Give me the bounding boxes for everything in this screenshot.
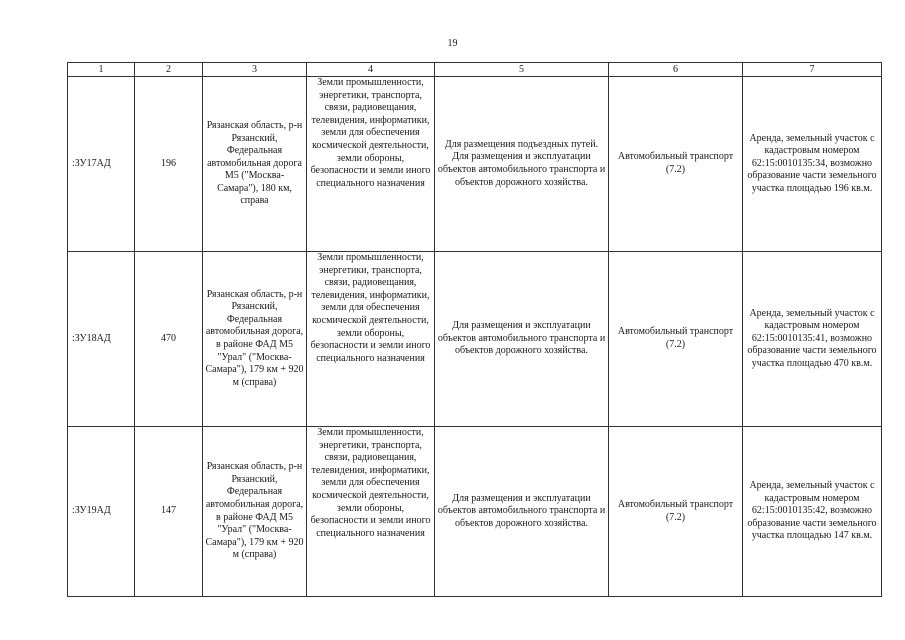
land-category-cell: Земли промышленности, энергетики, транспорта, связи, радиовещания, телевидения, информатики, земли для обеспечения космической деятельности, земли обороны, безопасности и земли иного специального назначения [307, 77, 435, 252]
land-plots-table [67, 62, 882, 597]
column-number: 7 [743, 63, 882, 77]
plot-area-cell: 196 [135, 77, 203, 252]
plot-note-cell: Аренда, земельный участок с кадастровым номером 62:15:0010135:34, возможно образование части земельного участка площадью 196 кв.м. [743, 77, 882, 252]
column-number: 5 [435, 63, 609, 77]
plot-purpose-cell: Для размещения и эксплуатации объектов автомобильного транспорта и объектов дорожного хозяйства. [435, 427, 609, 597]
column-number: 6 [609, 63, 743, 77]
column-numbers-row [68, 63, 882, 77]
plot-area-cell: 470 [135, 252, 203, 427]
permitted-use-cell: Автомобильный транспорт (7.2) [609, 77, 743, 252]
column-number: 2 [135, 63, 203, 77]
table-row [68, 427, 882, 597]
plot-id-cell: :ЗУ18АД [68, 252, 135, 427]
permitted-use-cell: Автомобильный транспорт (7.2) [609, 427, 743, 597]
plot-purpose-cell: Для размещения подъездных путей. Для размещения и эксплуатации объектов автомобильного транспорта и объектов дорожного хозяйства. [435, 77, 609, 252]
plot-id-cell: :ЗУ19АД [68, 427, 135, 597]
table-row [68, 77, 882, 252]
permitted-use-cell: Автомобильный транспорт (7.2) [609, 252, 743, 427]
page-number: 19 [447, 38, 458, 49]
plot-location-cell: Рязанская область, р-н Рязанский, Федеральная автомобильная дорога, в районе ФАД М5 "Урал" ("Москва-Самара"), 179 км + 920 м (справа) [203, 427, 307, 597]
plot-note-cell: Аренда, земельный участок с кадастровым номером 62:15:0010135:42, возможно образование части земельного участка площадью 147 кв.м. [743, 427, 882, 597]
plot-purpose-cell: Для размещения и эксплуатации объектов автомобильного транспорта и объектов дорожного хозяйства. [435, 252, 609, 427]
plot-id-cell: :ЗУ17АД [68, 77, 135, 252]
plot-note-cell: Аренда, земельный участок с кадастровым номером 62:15:0010135:41, возможно образование части земельного участка площадью 470 кв.м. [743, 252, 882, 427]
land-category-cell: Земли промышленности, энергетики, транспорта, связи, радиовещания, телевидения, информатики, земли для обеспечения космической деятельности, земли обороны, безопасности и земли иного специального назначения [307, 427, 435, 597]
column-number: 3 [203, 63, 307, 77]
table-row [68, 252, 882, 427]
plot-location-cell: Рязанская область, р-н Рязанский, Федеральная автомобильная дорога, в районе ФАД М5 "Урал" ("Москва-Самара"), 179 км + 920 м (справа) [203, 252, 307, 427]
plot-area-cell: 147 [135, 427, 203, 597]
land-category-cell: Земли промышленности, энергетики, транспорта, связи, радиовещания, телевидения, информатики, земли для обеспечения космической деятельности, земли обороны, безопасности и земли иного специального назначения [307, 252, 435, 427]
plot-location-cell: Рязанская область, р-н Рязанский, Федеральная автомобильная дорога М5 ("Москва-Самара"), 180 км, справа [203, 77, 307, 252]
column-number: 4 [307, 63, 435, 77]
column-number: 1 [68, 63, 135, 77]
